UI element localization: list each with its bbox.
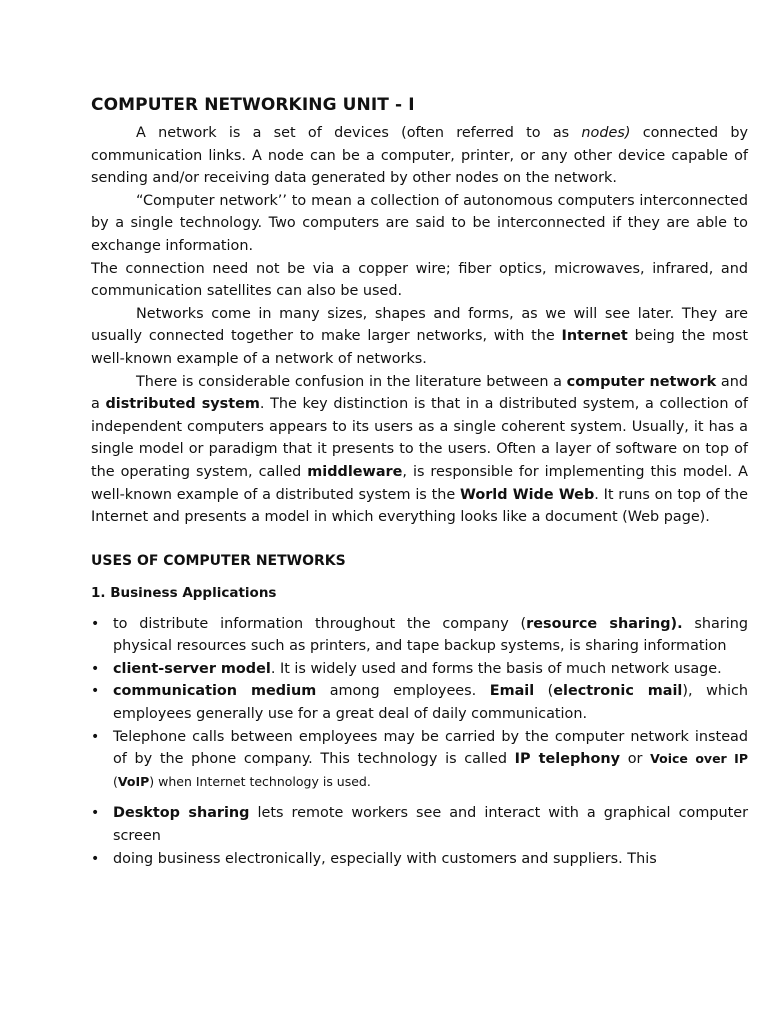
bullet-icon: •	[91, 683, 100, 700]
bullet-icon: •	[91, 615, 100, 632]
text-span: ), which employees generally use for a great deal of daily communication.	[113, 683, 748, 723]
list-item	[91, 726, 748, 794]
bold-term: IP telephony	[514, 751, 621, 768]
text-span: doing business electronically, especially with customers and suppliers. This	[113, 850, 657, 867]
bold-term-middleware: middleware	[307, 463, 403, 480]
text-span: . The key distinction is that in a distributed system, a collection of independent computers appears to its users as a single coherent system. Usually, it has a single model or paradigm that it presents to the users. Often a layer of software on top of the operating system, called	[91, 396, 748, 480]
bullet-icon: •	[91, 728, 100, 745]
bullet-icon: •	[91, 850, 100, 867]
paragraph-computer-network: “Computer network’’ to mean a collection of autonomous computers interconnected by a single technology. Two computers are said to be interconnected if they are able to exchange information.	[91, 192, 748, 254]
bold-term: Voice over IP	[650, 751, 748, 767]
text-span: sharing physical resources such as printers, and tape backup systems, is sharing information	[113, 615, 748, 655]
paragraph-connection: The connection need not be via a copper wire; fiber optics, microwaves, infrared, and communication satellites can also be used.	[91, 260, 748, 300]
bold-term: communication medium	[113, 683, 317, 700]
text-span: or	[620, 751, 651, 768]
bold-term-distributed-system: distributed system	[105, 396, 260, 413]
page-title: COMPUTER NETWORKING UNIT - I	[91, 95, 415, 115]
text-span: being the most well-known example of a network of networks.	[91, 328, 748, 367]
sub-heading: 1. Business Applications	[91, 584, 277, 601]
bold-term: client-server model	[113, 660, 271, 677]
paragraph-network-definition	[91, 122, 748, 190]
bullet-list	[91, 613, 748, 871]
text-span: Telephone calls between employees may be carried by the computer network instead of by the phone company. This technology is called	[113, 728, 748, 768]
text-span: and a	[91, 373, 749, 413]
text-span: ) when Internet technology is used.	[149, 773, 371, 789]
text-span: Networks come in many sizes, shapes and forms, as we will see later. They are usually connected together to make larger networks, with the	[91, 305, 748, 345]
bold-term: electronic mail	[553, 683, 683, 700]
bold-term: VoIP	[117, 773, 150, 789]
text-span: , is responsible for implementing this model. A well-known example of a distributed system is the	[91, 463, 749, 503]
text-span: among employees.	[316, 683, 490, 700]
text-span: lets remote workers see and interact with a graphical computer screen	[113, 805, 749, 845]
text-span: . It runs on top of the Internet and presents a model in which everything looks like a document (Web page).	[91, 486, 748, 526]
text-span: . It is widely used and forms the basis of much network usage.	[270, 660, 722, 677]
section-heading: USES OF COMPUTER NETWORKS	[91, 552, 346, 569]
text-span: (	[113, 773, 118, 789]
text-span: connected by communication links. A node can be a computer, printer, or any other device capable of sending and/or receiving data generated by other nodes on the network.	[91, 125, 748, 187]
text-span: A network is a set of devices (often referred to as	[136, 125, 582, 141]
paragraph-distributed-system	[91, 371, 748, 529]
bullet-icon: •	[91, 805, 100, 822]
bullet-icon: •	[91, 660, 100, 677]
bold-term: Desktop sharing	[113, 805, 250, 822]
italic-term-nodes: nodes)	[581, 125, 631, 141]
list-item	[91, 613, 748, 658]
text-span: There is considerable confusion in the literature between a	[136, 373, 567, 390]
list-item	[91, 658, 748, 681]
bold-term-computer-network: computer network	[566, 373, 717, 390]
bold-term: Email	[489, 683, 535, 700]
list-item	[91, 802, 748, 847]
bold-term: resource sharing).	[526, 615, 683, 632]
bold-term-www: World Wide Web	[459, 486, 595, 503]
text-span: to distribute information throughout the company (	[113, 615, 527, 632]
bold-term-internet: Internet	[561, 328, 628, 345]
list-item	[91, 680, 748, 725]
paragraph-network-sizes	[91, 303, 748, 371]
text-span: (	[534, 683, 554, 700]
list-item	[91, 848, 748, 871]
